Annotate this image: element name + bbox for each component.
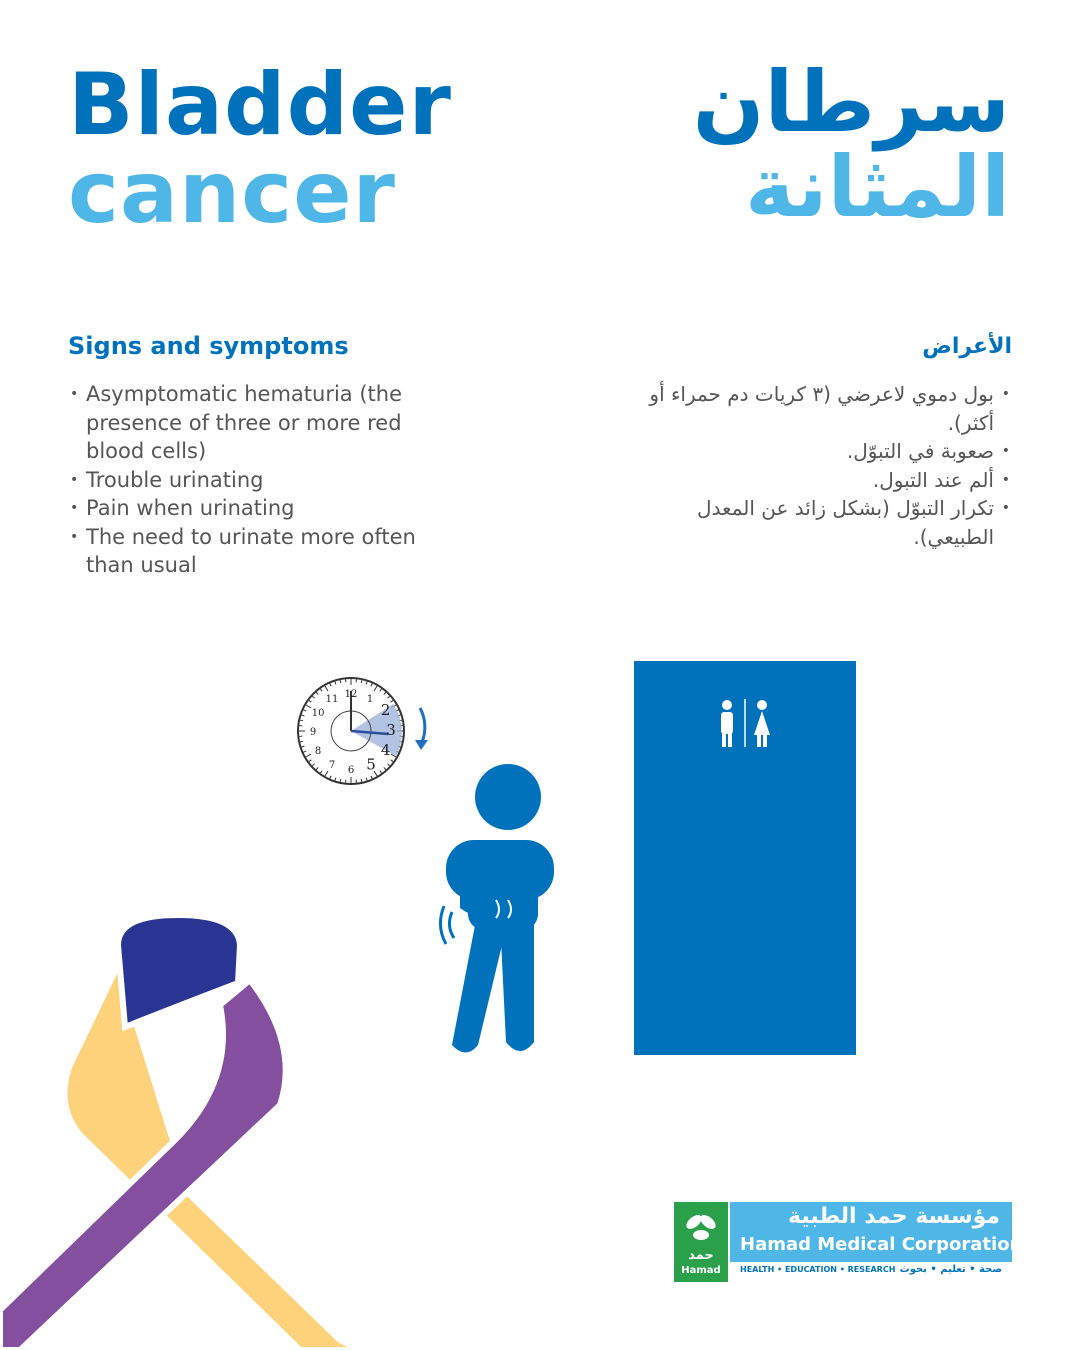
clock-number: 7 [328, 759, 336, 771]
clock-tick [361, 779, 362, 782]
clock-number: 11 [325, 694, 339, 706]
list-item: • ألم عند التبول. [632, 466, 1012, 495]
title-ar-line1: سرطان [692, 53, 1010, 151]
clock-tick [340, 680, 341, 683]
logo-mark-ar: حمد [688, 1248, 714, 1263]
clock-tick [361, 680, 362, 683]
logo-name-en: Hamad Medical Corporation [740, 1234, 1023, 1255]
symptoms-heading-en: Signs and symptoms [68, 332, 349, 360]
clock-number: 9 [309, 727, 317, 738]
ribbon-icon [0, 905, 360, 1350]
hmc-logo [674, 1202, 1023, 1282]
clock-tick [300, 741, 303, 742]
person-icon [438, 760, 558, 1060]
logo-tagline-ar: صحة • تعليم • بحوث [899, 1264, 1002, 1275]
logo-mark-en: Hamad [681, 1265, 721, 1276]
title-en-line1: Bladder [68, 55, 452, 155]
clock-number: 5 [366, 755, 376, 774]
list-item: • بول دموي لاعرضي (٣ كريات دم حمراء أو أكثر). [632, 380, 1012, 437]
title-en-line2: cancer [68, 143, 396, 243]
list-item: • صعوبة في التبوّل. [632, 437, 1012, 466]
list-item: • Pain when urinating [68, 494, 463, 523]
list-item: • تكرار التبوّل (بشكل زائد عن المعدل الطبيعي). [632, 494, 1012, 551]
symptoms-heading-ar: الأعراض [922, 334, 1012, 359]
clock-number: 4 [380, 741, 391, 759]
logo-tagline-en: HEALTH • EDUCATION • RESEARCH [740, 1265, 896, 1274]
symptoms-list-ar [632, 380, 1012, 551]
clock-number: 3 [386, 721, 396, 739]
logo-mark [674, 1202, 728, 1282]
clock-tick [300, 720, 303, 721]
list-item: • The need to urinate more often than usual [68, 523, 463, 580]
clock-number: 10 [311, 708, 325, 719]
clock-number: 6 [347, 765, 355, 776]
symptoms-list-en [68, 380, 463, 580]
clock-tick [340, 779, 341, 782]
clock-number: 12 [344, 689, 358, 700]
list-item: • Asymptomatic hematuria (the presence of three or more red blood cells) [68, 380, 463, 466]
hamad-leaf-icon [674, 1202, 728, 1248]
clock-icon [296, 676, 436, 796]
logo-name-ar: مؤسسة حمد الطبية [788, 1204, 1000, 1229]
restroom-icon [634, 661, 856, 1055]
logo-wordmark [730, 1202, 1023, 1282]
title-ar-line2: المثانة [745, 138, 1010, 236]
clock-number: 2 [380, 701, 391, 719]
clock-number: 1 [366, 694, 374, 706]
clock-number: 8 [314, 746, 322, 757]
list-item: • Trouble urinating [68, 466, 463, 495]
